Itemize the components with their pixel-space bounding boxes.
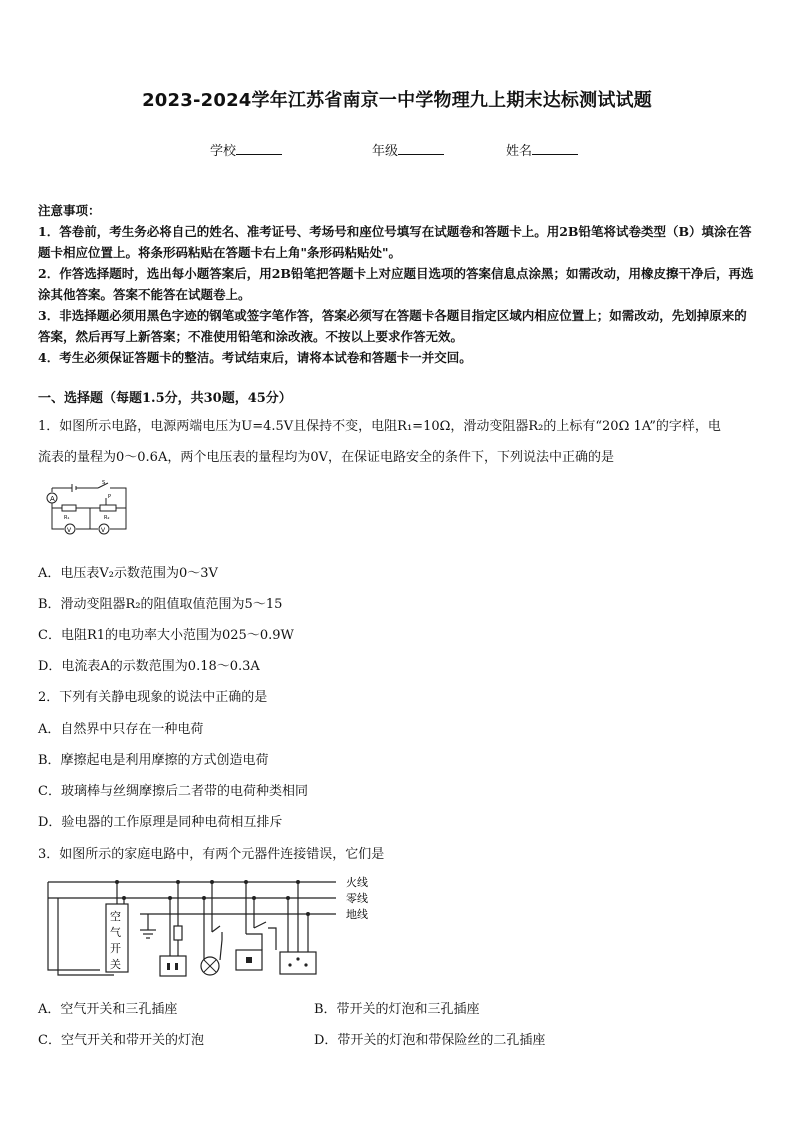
slider-label: P [108, 494, 112, 500]
school-label: 学校 [210, 144, 237, 159]
school-field [210, 140, 282, 159]
breaker-label-3: 开 [110, 942, 121, 955]
r1-label: R₁ [64, 515, 70, 521]
section-title: 一、选择题（每题1.5分，共30题，45分） [38, 391, 292, 406]
notice-item: 1．答卷前，考生务必将自己的姓名、准考证号、考场号和座位号填写在试题卷和答题卡上。用2B铅笔将试卷类型（B）填涂在答题卡相应位置上。将条形码粘贴在答题卡右上角"条形码粘贴处"。 [38, 224, 752, 260]
breaker-label-2: 气 [110, 926, 121, 939]
breaker-label-4: 关 [110, 958, 121, 971]
q3-household-circuit [40, 870, 390, 982]
notice-item: 4．考生必须保证答题卡的整洁。考试结束后，请将本试卷和答题卡一并交回。 [38, 350, 472, 365]
name-field [506, 140, 578, 159]
q1-option-a[interactable]: A．电压表V₂示数范围为0～3V [38, 566, 218, 581]
neutral-wire-label: 零线 [346, 892, 368, 905]
ground-wire-label: 地线 [346, 908, 368, 921]
grade-blank[interactable] [398, 141, 444, 155]
notice-block [38, 200, 758, 368]
page-title: 2023-2024学年江苏省南京一中学物理九上期末达标测试试题 [142, 90, 652, 111]
q1-option-d[interactable]: D．电流表A的示数范围为0.18～0.3A [38, 659, 260, 674]
q3-option-a[interactable]: A．空气开关和三孔插座 [38, 1002, 178, 1017]
q1-stem-line2: 流表的量程为0～0.6A，两个电压表的量程均为0V，在保证电路安全的条件下，下列说法中正确的是 [38, 450, 614, 465]
q1-option-b[interactable]: B．滑动变阻器R₂的阻值取值范围为5～15 [38, 597, 283, 612]
notice-heading: 注意事项： [38, 203, 101, 218]
notice-item: 3．非选择题必须用黑色字迹的钢笔或签字笔作答，答案必须写在答题卡各题目指定区域内相应位置上；如需改动，先划掉原来的答案，然后再写上新答案；不准使用铅笔和涂改液。不按以上要求作答无效。 [38, 308, 747, 344]
breaker-label-1: 空 [110, 910, 121, 923]
v1-label: V [67, 527, 72, 534]
q2-option-c[interactable]: C．玻璃棒与丝绸摩擦后二者带的电荷种类相同 [38, 784, 308, 799]
q2-option-d[interactable]: D．验电器的工作原理是同种电荷相互排斥 [38, 815, 283, 830]
school-blank[interactable] [236, 141, 282, 155]
switch-label: S [102, 480, 106, 486]
q3-option-c[interactable]: C．空气开关和带开关的灯泡 [38, 1033, 204, 1048]
q3-option-b[interactable]: B．带开关的灯泡和三孔插座 [314, 1002, 480, 1017]
q1-stem-line1: 1．如图所示电路，电源两端电压为U=4.5V且保持不变，电阻R₁=10Ω，滑动变阻器R₂的上标有“20Ω 1A”的字样，电 [38, 419, 721, 434]
ammeter-label: A [50, 495, 55, 503]
notice-item: 2．作答选择题时，选出每小题答案后，用2B铅笔把答题卡上对应题目选项的答案信息点涂黑；如需改动，用橡皮擦干净后，再选涂其他答案。答案不能答在试题卷上。 [38, 266, 754, 302]
q2-option-a[interactable]: A．自然界中只存在一种电荷 [38, 722, 204, 737]
name-label: 姓名 [506, 144, 533, 159]
r2-label: R₂ [104, 515, 110, 521]
q1-option-c[interactable]: C．电阻R1的电功率大小范围为025～0.9W [38, 628, 294, 643]
q3-option-d[interactable]: D．带开关的灯泡和带保险丝的二孔插座 [314, 1033, 546, 1048]
v2-label: V [101, 527, 106, 534]
q2-stem: 2．下列有关静电现象的说法中正确的是 [38, 690, 268, 705]
grade-label: 年级 [372, 144, 399, 159]
name-blank[interactable] [532, 141, 578, 155]
q3-stem: 3．如图所示的家庭电路中，有两个元器件连接错误，它们是 [38, 847, 385, 862]
grade-field [372, 140, 444, 159]
live-wire-label: 火线 [346, 876, 368, 889]
q1-circuit-diagram [42, 480, 132, 542]
q2-option-b[interactable]: B．摩擦起电是利用摩擦的方式创造电荷 [38, 753, 269, 768]
